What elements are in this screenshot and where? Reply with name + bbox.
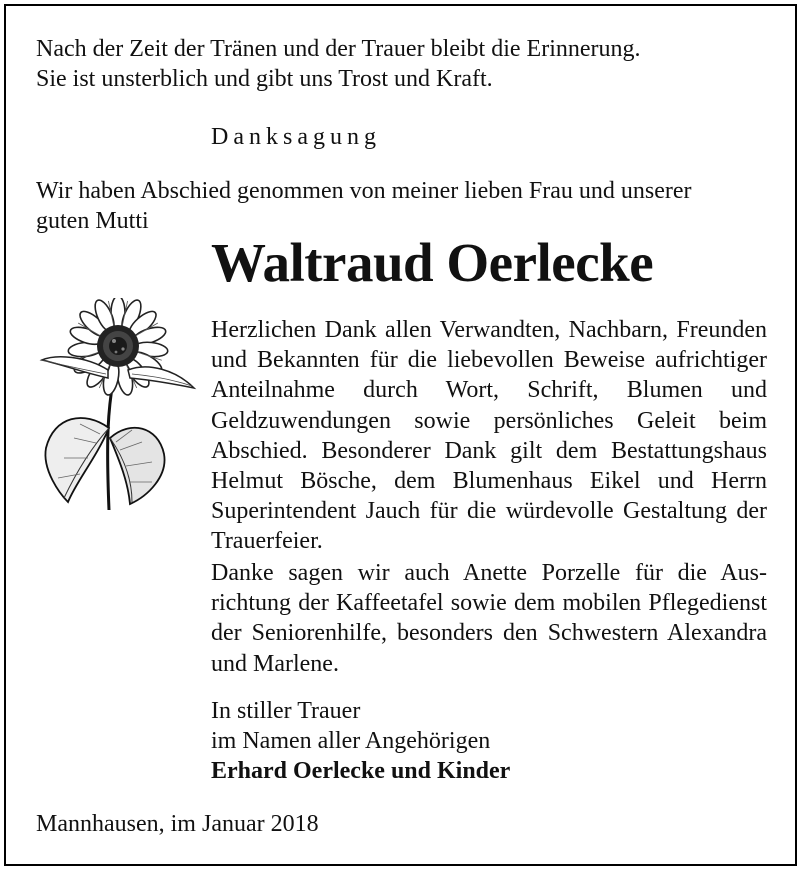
sunflower-icon	[36, 298, 206, 513]
closing-line-1: In stiller Trauer	[211, 698, 361, 724]
intro-line-1: Wir haben Abschied genommen von meiner lieben Frau und unserer	[36, 178, 692, 204]
place-date: Mannhausen, im Januar 2018	[36, 811, 319, 837]
closing-block	[211, 696, 510, 786]
thanks-paragraph-2: Danke sagen wir auch Anette Porzelle für die Ausrichtung der Kaffeetafel sowie dem mobilen Pflegedienst der Seniorenhilfe, besonders den Schwestern Alexandra und Marlene.	[211, 560, 767, 677]
obituary-notice	[4, 4, 797, 866]
memorial-quote	[36, 34, 641, 94]
deceased-name: Waltraud Oerlecke	[211, 232, 654, 293]
quote-line-2: Sie ist unsterblich und gibt uns Trost und Kraft.	[36, 66, 493, 92]
thanks-paragraph-1: Herzlichen Dank allen Verwandten, Nachbarn, Freunden und Bekannten für die liebevollen Beweise aufrichtiger Anteilnahme durch Wort, Schrift, Blumen und Geldzuwendungen sowie persönliches Geleit beim Abschied. Besonderer Dank gilt dem Bestattungshaus Helmut Bösche, dem Blumenhaus Eikel und Herrn Superintendent Jauch für die würdevolle Gestaltung der Trauerfeier.	[211, 317, 767, 555]
intro-line-2: guten Mutti	[36, 208, 149, 234]
quote-line-1: Nach der Zeit der Tränen und der Trauer bleibt die Erinnerung.	[36, 36, 641, 62]
closing-line-2: im Namen aller Angehörigen	[211, 728, 491, 754]
signature: Erhard Oerlecke und Kinder	[211, 758, 511, 784]
intro-text	[36, 176, 692, 236]
heading-danksagung: Danksagung	[211, 124, 381, 150]
